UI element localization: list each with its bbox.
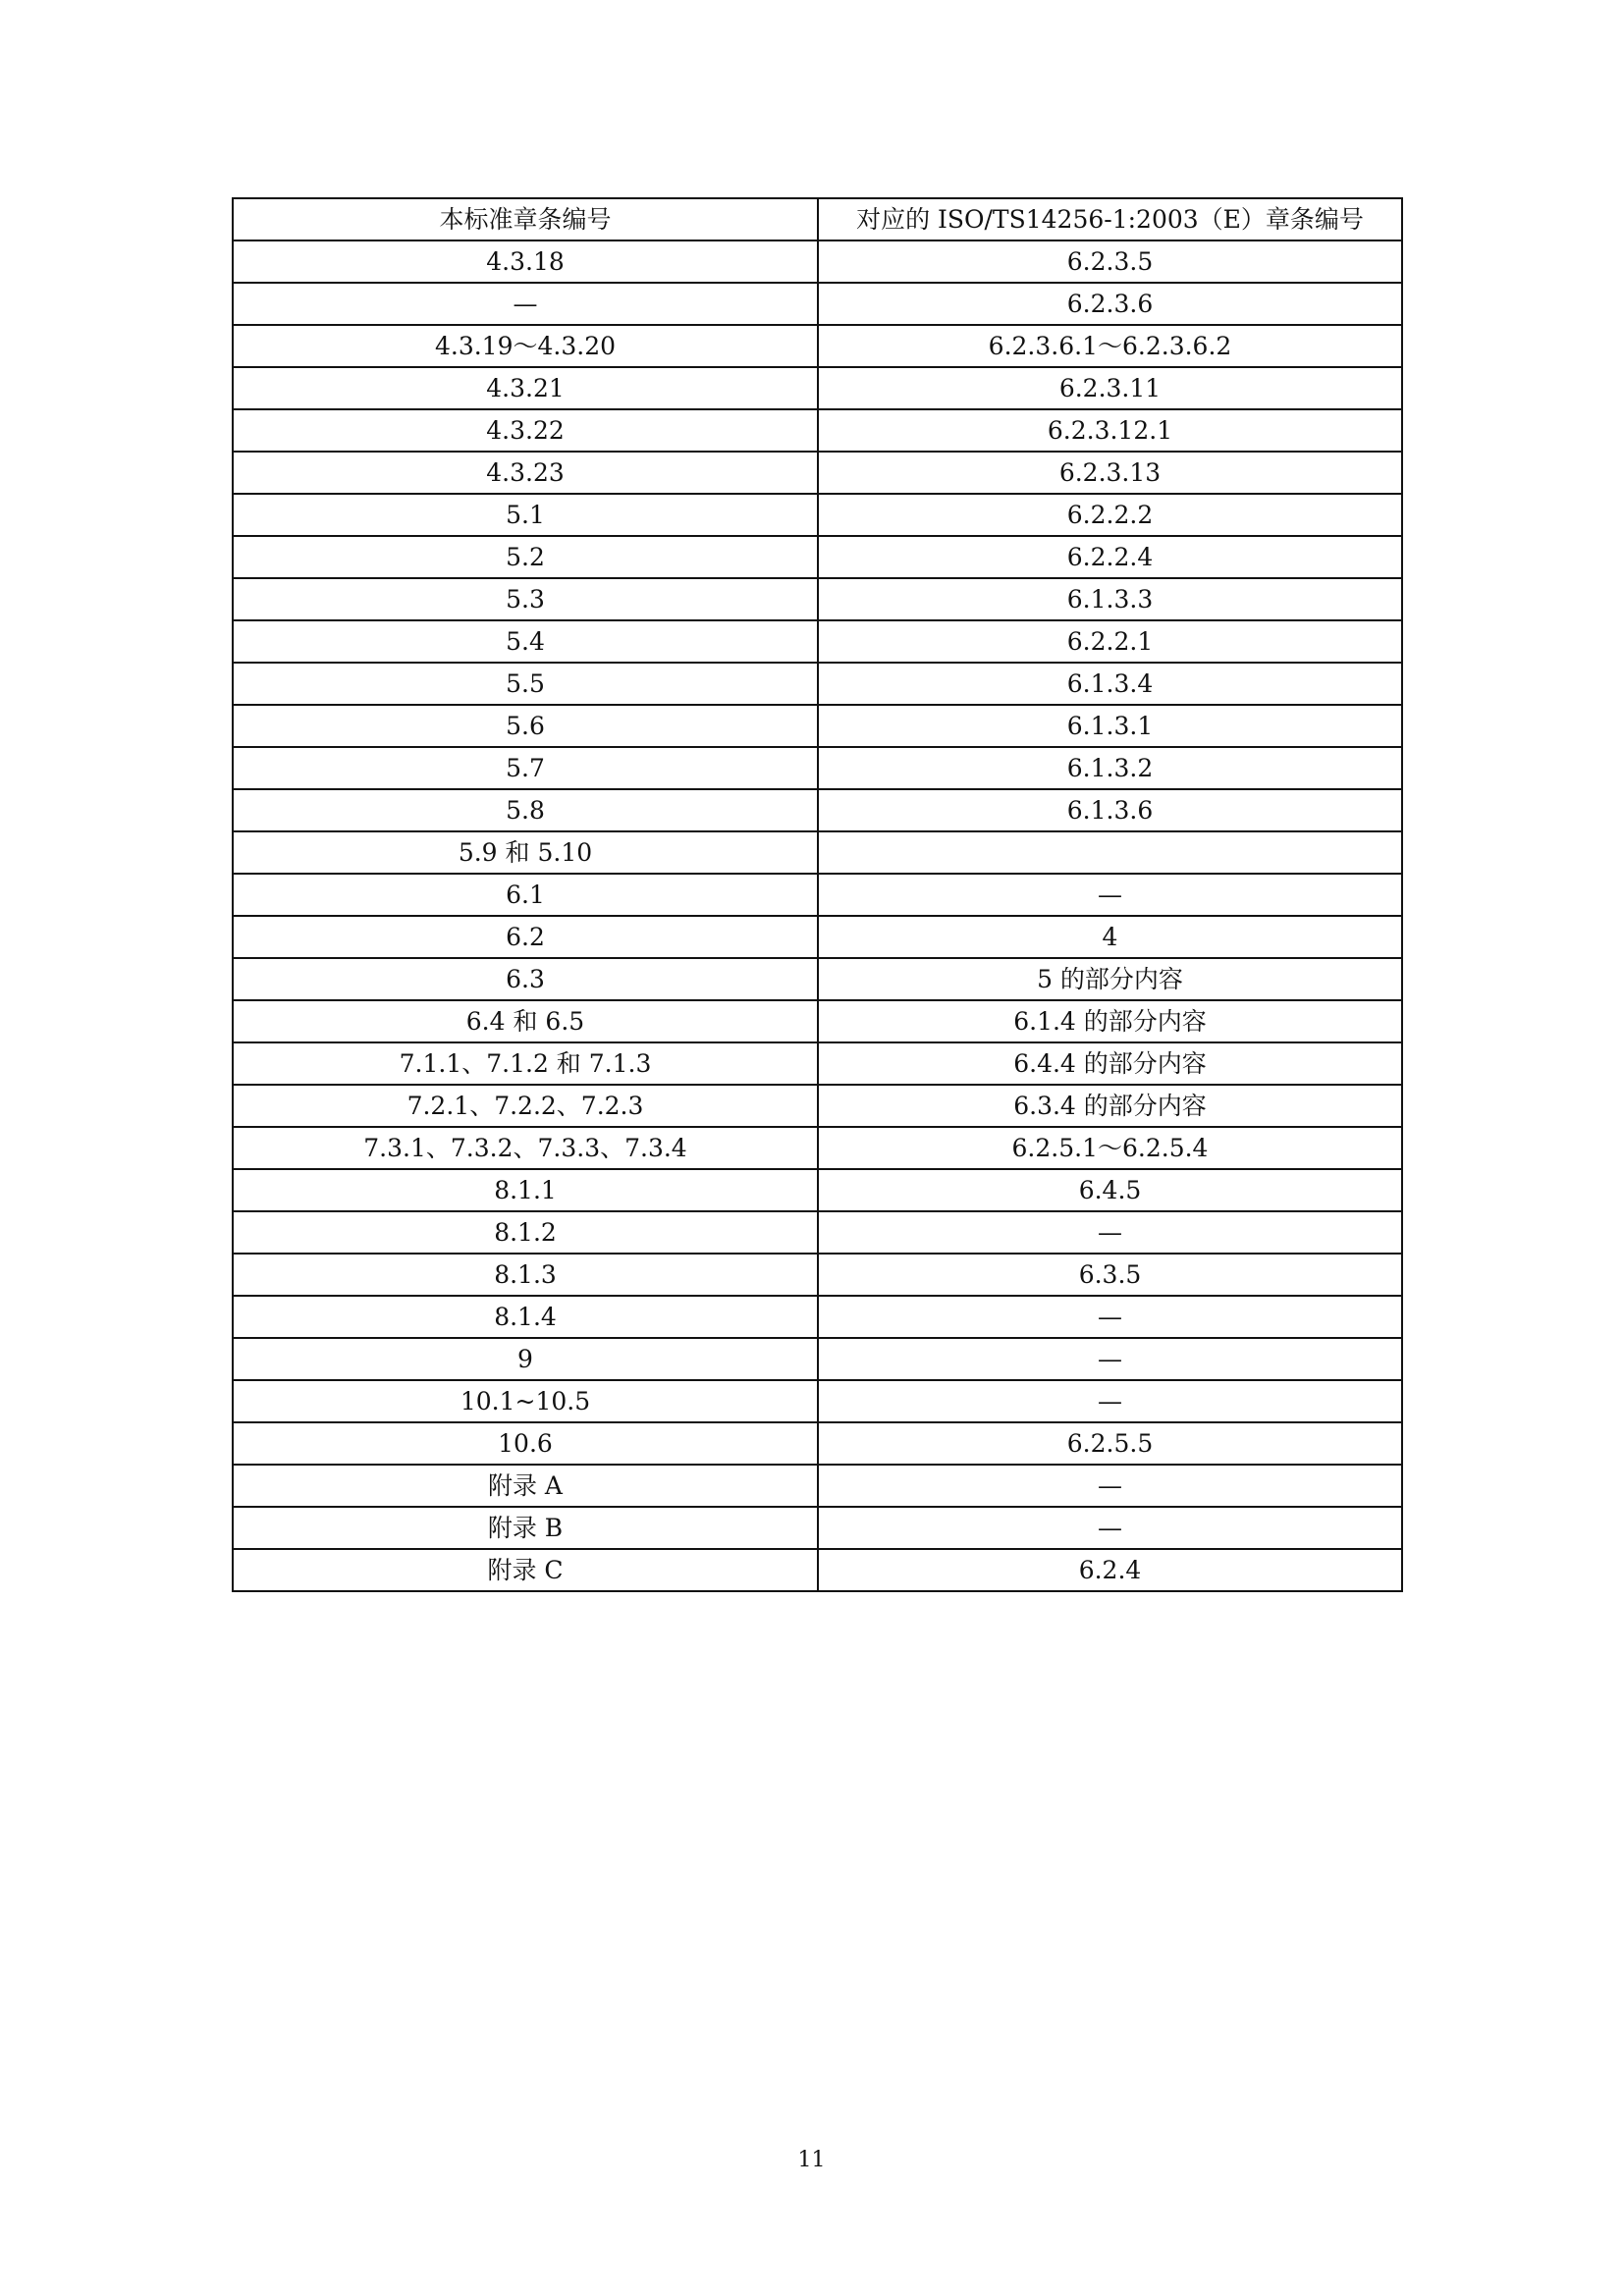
table-row: [233, 1127, 1402, 1169]
table-row: [233, 536, 1402, 578]
iso-clause-cell: 6.2.3.11: [818, 367, 1402, 409]
standard-clause-cell: 7.1.1、7.1.2 和 7.1.3: [233, 1042, 818, 1085]
iso-clause-cell: 6.3.5: [818, 1254, 1402, 1296]
standard-clause-cell: 4.3.21: [233, 367, 818, 409]
standard-clause-cell: 4.3.23: [233, 452, 818, 494]
standard-clause-cell: 4.3.22: [233, 409, 818, 452]
iso-clause-cell: 6.2.3.12.1: [818, 409, 1402, 452]
iso-clause-cell: [818, 831, 1402, 874]
iso-clause-cell: 5 的部分内容: [818, 958, 1402, 1000]
standard-clause-cell: 7.2.1、7.2.2、7.2.3: [233, 1085, 818, 1127]
iso-clause-cell: —: [818, 1380, 1402, 1422]
iso-clause-cell: 6.2.5.1～6.2.5.4: [818, 1127, 1402, 1169]
standard-clause-cell: 7.3.1、7.3.2、7.3.3、7.3.4: [233, 1127, 818, 1169]
iso-clause-cell: —: [818, 1211, 1402, 1254]
clause-mapping-table: [232, 197, 1403, 1592]
table-row: [233, 452, 1402, 494]
iso-clause-cell: 6.1.3.6: [818, 789, 1402, 831]
iso-clause-cell: 6.2.5.5: [818, 1422, 1402, 1465]
iso-clause-cell: 6.1.3.1: [818, 705, 1402, 747]
table-row: [233, 789, 1402, 831]
standard-clause-cell: 附录 A: [233, 1465, 818, 1507]
standard-clause-cell: 8.1.2: [233, 1211, 818, 1254]
standard-clause-cell: 5.2: [233, 536, 818, 578]
table-row: [233, 367, 1402, 409]
table-row: [233, 1042, 1402, 1085]
table-row: [233, 1169, 1402, 1211]
table-row: [233, 1254, 1402, 1296]
table-row: [233, 1465, 1402, 1507]
standard-clause-cell: 5.8: [233, 789, 818, 831]
table-row: [233, 1211, 1402, 1254]
table-row: [233, 1380, 1402, 1422]
standard-clause-cell: 6.2: [233, 916, 818, 958]
table-row: [233, 1507, 1402, 1549]
table-row: [233, 1549, 1402, 1591]
iso-clause-cell: 6.2.2.4: [818, 536, 1402, 578]
standard-clause-cell: 8.1.4: [233, 1296, 818, 1338]
table-row: [233, 747, 1402, 789]
iso-clause-cell: 6.4.4 的部分内容: [818, 1042, 1402, 1085]
iso-clause-cell: 6.2.3.6.1～6.2.3.6.2: [818, 325, 1402, 367]
iso-clause-cell: 6.2.2.1: [818, 620, 1402, 663]
iso-clause-cell: 6.1.3.4: [818, 663, 1402, 705]
table-body: [233, 240, 1402, 1591]
iso-clause-cell: 4: [818, 916, 1402, 958]
iso-clause-cell: 6.1.3.3: [818, 578, 1402, 620]
standard-clause-cell: 4.3.18: [233, 240, 818, 283]
table-row: [233, 874, 1402, 916]
page-number: 11: [797, 2148, 826, 2172]
table-header-row: [233, 198, 1402, 240]
standard-clause-cell: 附录 B: [233, 1507, 818, 1549]
table-row: [233, 663, 1402, 705]
table-row: [233, 1085, 1402, 1127]
standard-clause-cell: 10.1~10.5: [233, 1380, 818, 1422]
standard-clause-cell: —: [233, 283, 818, 325]
standard-clause-cell: 8.1.3: [233, 1254, 818, 1296]
standard-clause-cell: 5.7: [233, 747, 818, 789]
table-row: [233, 325, 1402, 367]
standard-clause-cell: 6.1: [233, 874, 818, 916]
table-row: [233, 1422, 1402, 1465]
iso-clause-cell: 6.3.4 的部分内容: [818, 1085, 1402, 1127]
table-row: [233, 620, 1402, 663]
table-row: [233, 283, 1402, 325]
iso-clause-cell: —: [818, 1507, 1402, 1549]
iso-clause-cell: 6.2.2.2: [818, 494, 1402, 536]
standard-clause-cell: 5.5: [233, 663, 818, 705]
standard-clause-cell: 4.3.19～4.3.20: [233, 325, 818, 367]
table-row: [233, 958, 1402, 1000]
standard-clause-cell: 6.3: [233, 958, 818, 1000]
standard-clause-cell: 9: [233, 1338, 818, 1380]
iso-clause-cell: 6.2.3.13: [818, 452, 1402, 494]
table-row: [233, 578, 1402, 620]
iso-clause-cell: —: [818, 1338, 1402, 1380]
iso-clause-cell: 6.4.5: [818, 1169, 1402, 1211]
standard-clause-cell: 附录 C: [233, 1549, 818, 1591]
column-header-standard-clause: 本标准章条编号: [233, 198, 818, 240]
standard-clause-cell: 6.4 和 6.5: [233, 1000, 818, 1042]
standard-clause-cell: 5.4: [233, 620, 818, 663]
iso-clause-cell: —: [818, 874, 1402, 916]
table-row: [233, 916, 1402, 958]
iso-clause-cell: —: [818, 1296, 1402, 1338]
iso-clause-cell: 6.2.3.6: [818, 283, 1402, 325]
table-row: [233, 1338, 1402, 1380]
standard-clause-cell: 5.9 和 5.10: [233, 831, 818, 874]
table-row: [233, 240, 1402, 283]
table-row: [233, 831, 1402, 874]
iso-clause-cell: —: [818, 1465, 1402, 1507]
standard-clause-cell: 5.1: [233, 494, 818, 536]
table-row: [233, 494, 1402, 536]
standard-clause-cell: 10.6: [233, 1422, 818, 1465]
standard-clause-cell: 5.6: [233, 705, 818, 747]
table-row: [233, 409, 1402, 452]
table-row: [233, 1000, 1402, 1042]
iso-clause-cell: 6.1.4 的部分内容: [818, 1000, 1402, 1042]
column-header-iso-clause: 对应的 ISO/TS14256-1:2003（E）章条编号: [818, 198, 1402, 240]
standard-clause-cell: 5.3: [233, 578, 818, 620]
table-row: [233, 1296, 1402, 1338]
standard-clause-cell: 8.1.1: [233, 1169, 818, 1211]
iso-clause-cell: 6.2.3.5: [818, 240, 1402, 283]
iso-clause-cell: 6.1.3.2: [818, 747, 1402, 789]
iso-clause-cell: 6.2.4: [818, 1549, 1402, 1591]
table-row: [233, 705, 1402, 747]
